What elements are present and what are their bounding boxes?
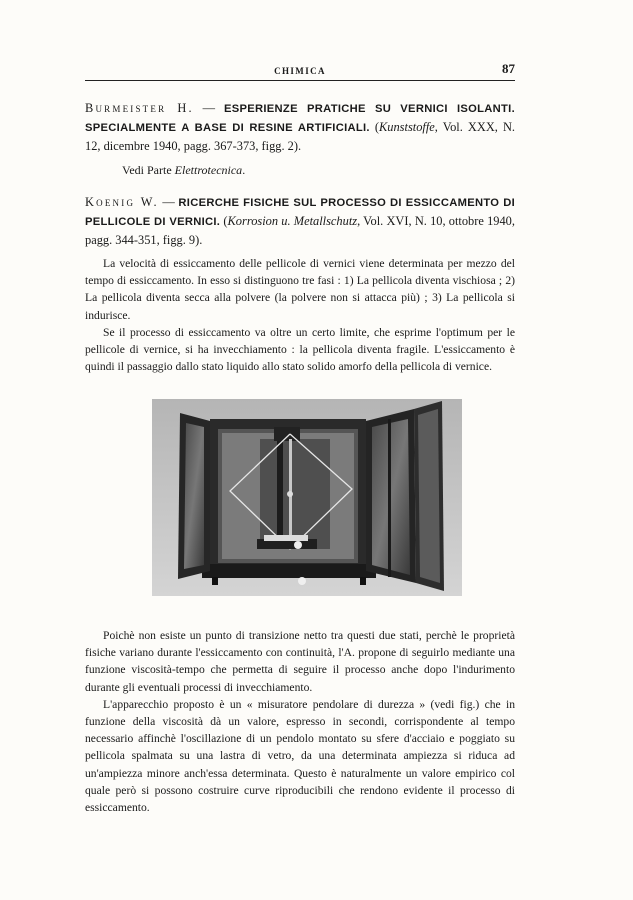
entry-source: Korrosion u. Metallschutz	[227, 214, 358, 228]
pendulum-hardness-tester-illustration	[152, 399, 462, 596]
see-suffix: .	[242, 163, 246, 177]
source-open: (	[369, 120, 380, 134]
entry-details: , Vol. XXX, N. 12, dicembre 1940, pagg. 367-373, figg. 2).	[85, 120, 515, 153]
bibliography-entry-burmeister	[85, 99, 515, 155]
entry-title: RICERCHE FISICHE SUL PROCESSO DI ESSICCAMENTO DI PELLICOLE DI VERNICI.	[85, 197, 515, 228]
entry-dash: —	[193, 101, 224, 115]
bibliography-entry-koenig	[85, 193, 515, 249]
see-part: Elettrotecnica	[174, 163, 243, 177]
running-header	[85, 58, 515, 81]
page-number: 87	[502, 61, 515, 76]
entry-details: , Vol. XVI, N. 10, ottobre 1940, pagg. 344-351, figg. 9).	[85, 214, 515, 247]
entry-author: Koenig W.	[85, 195, 159, 209]
apparatus-photo	[152, 399, 462, 596]
source-open: (	[220, 214, 228, 228]
abstract-top	[85, 255, 515, 375]
abstract-paragraph: La velocità di essiccamento delle pellicole di vernici viene determinata per mezzo del tempo di essiccamento. In esso si distinguono tre fasi : 1) La pellicola diventa vischiosa ; 2) La pellicola diventa secca alla polvere (la polvere non si attacca più) ; 3) La pellicola si indurisce.	[85, 257, 515, 322]
entry-author: Burmeister H.	[85, 101, 194, 115]
abstract-bottom	[85, 627, 515, 816]
entry-source: Kunststoffe	[379, 120, 435, 134]
abstract-paragraph: Se il processo di essiccamento va oltre un certo limite, che esprime l'optimum per le pellicole di vernice, si ha invecchiamento : la pellicola diventa fragile. L'essiccamento è quindi il passaggio dallo stato liquido allo stato solido amorfo della pellicola di vernice.	[85, 325, 515, 374]
abstract-paragraph: Poichè non esiste un punto di transizione netto tra questi due stati, perchè le proprietà fisiche variano durante l'essiccamento con continuità, l'A. propone di seguirlo mediante una funzione viscosità-tempo che permetta di seguire il processo anche dopo l'indurimento durante gli eventuali processi di invecchiamento.	[85, 629, 515, 694]
entry-title: ESPERIENZE PRATICHE SU VERNICI ISOLANTI. SPECIALMENTE A BASE DI RESINE ARTIFICIALI.	[85, 103, 515, 134]
section-title: CHIMICA	[274, 66, 326, 76]
see-prefix: Vedi Parte	[122, 163, 175, 177]
cross-reference	[122, 163, 245, 178]
abstract-paragraph: L'apparecchio proposto è un « misuratore pendolare di durezza » (vedi fig.) che in funzione della viscosità dà un valore, espresso in secondi, corrispondente al tempo necessario affinchè l'oscillazione di un pendolo montato su sfere d'acciaio e poggiato su pellicola spalmata su una lastra di vetro, da una determinata ampiezza si riduca ad un'ampiezza minore anch'essa determinata. Questo è naturalmente un valore empirico col quale però si possono costruire curve riproducibili che rendono evidente il processo di essiccamento.	[85, 697, 515, 815]
entry-dash: —	[158, 195, 179, 209]
